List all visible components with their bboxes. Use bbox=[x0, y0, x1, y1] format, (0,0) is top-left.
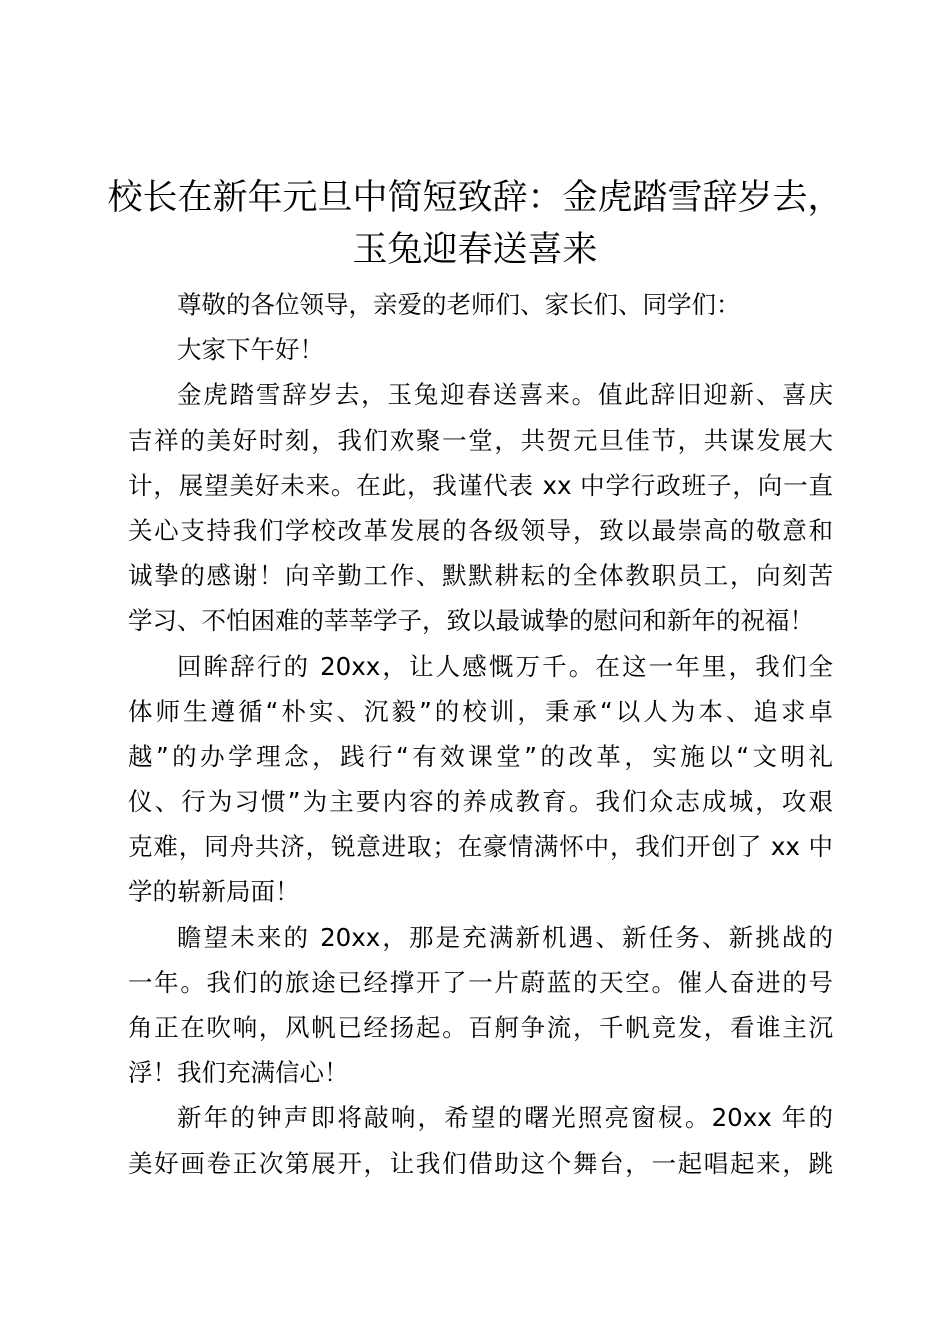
body-line: 关心支持我们学校改革发展的各级领导，致以最崇高的敬意和 bbox=[128, 515, 833, 545]
body-line: 克难，同舟共济，锐意进取；在豪情满怀中，我们开创了 xx 中 bbox=[128, 832, 833, 862]
body-line: 回眸辞行的 20xx，让人感慨万千。在这一年里，我们全 bbox=[177, 651, 833, 681]
body-line: 浮！我们充满信心！ bbox=[128, 1058, 349, 1088]
body-line: 诚挚的感谢！向辛勤工作、默默耕耘的全体教职员工，向刻苦 bbox=[128, 561, 833, 591]
body-line: 学的崭新局面！ bbox=[128, 877, 300, 907]
body-line: 金虎踏雪辞岁去，玉兔迎春送喜来。值此辞旧迎新、喜庆 bbox=[177, 380, 833, 410]
body-line: 瞻望未来的 20xx，那是充满新机遇、新任务、新挑战的 bbox=[177, 922, 833, 952]
body-line: 吉祥的美好时刻，我们欢聚一堂，共贺元旦佳节，共谋发展大 bbox=[128, 425, 833, 455]
document-body bbox=[128, 282, 833, 1186]
body-line: 体师生遵循“朴实、沉毅”的校训，秉承“以人为本、追求卓 bbox=[128, 696, 833, 726]
body-line: 美好画卷正次第展开，让我们借助这个舞台，一起唱起来，跳 bbox=[128, 1148, 833, 1178]
document-title bbox=[100, 172, 850, 276]
body-line: 新年的钟声即将敲响，希望的曙光照亮窗棂。20xx 年的 bbox=[177, 1103, 833, 1133]
body-line: 越”的办学理念，践行“有效课堂”的改革，实施以“文明礼 bbox=[128, 741, 833, 771]
body-line: 学习、不怕困难的莘莘学子，致以最诚挚的慰问和新年的祝福！ bbox=[128, 606, 814, 636]
body-line: 尊敬的各位领导，亲爱的老师们、家长们、同学们： bbox=[177, 290, 741, 319]
body-line: 大家下午好！ bbox=[177, 335, 324, 365]
body-line: 计，展望美好未来。在此，我谨代表 xx 中学行政班子，向一直 bbox=[128, 470, 833, 500]
body-line: 角正在吹响，风帆已经扬起。百舸争流，千帆竞发，看谁主沉 bbox=[128, 1013, 833, 1042]
title-line: 校长在新年元旦中简短致辞：金虎踏雪辞岁去， bbox=[107, 178, 843, 218]
body-line: 仪、行为习惯”为主要内容的养成教育。我们众志成城，攻艰 bbox=[128, 787, 833, 817]
title-line: 玉兔迎春送喜来 bbox=[352, 230, 598, 270]
body-line: 一年。我们的旅途已经撑开了一片蔚蓝的天空。催人奋进的号 bbox=[128, 967, 833, 997]
